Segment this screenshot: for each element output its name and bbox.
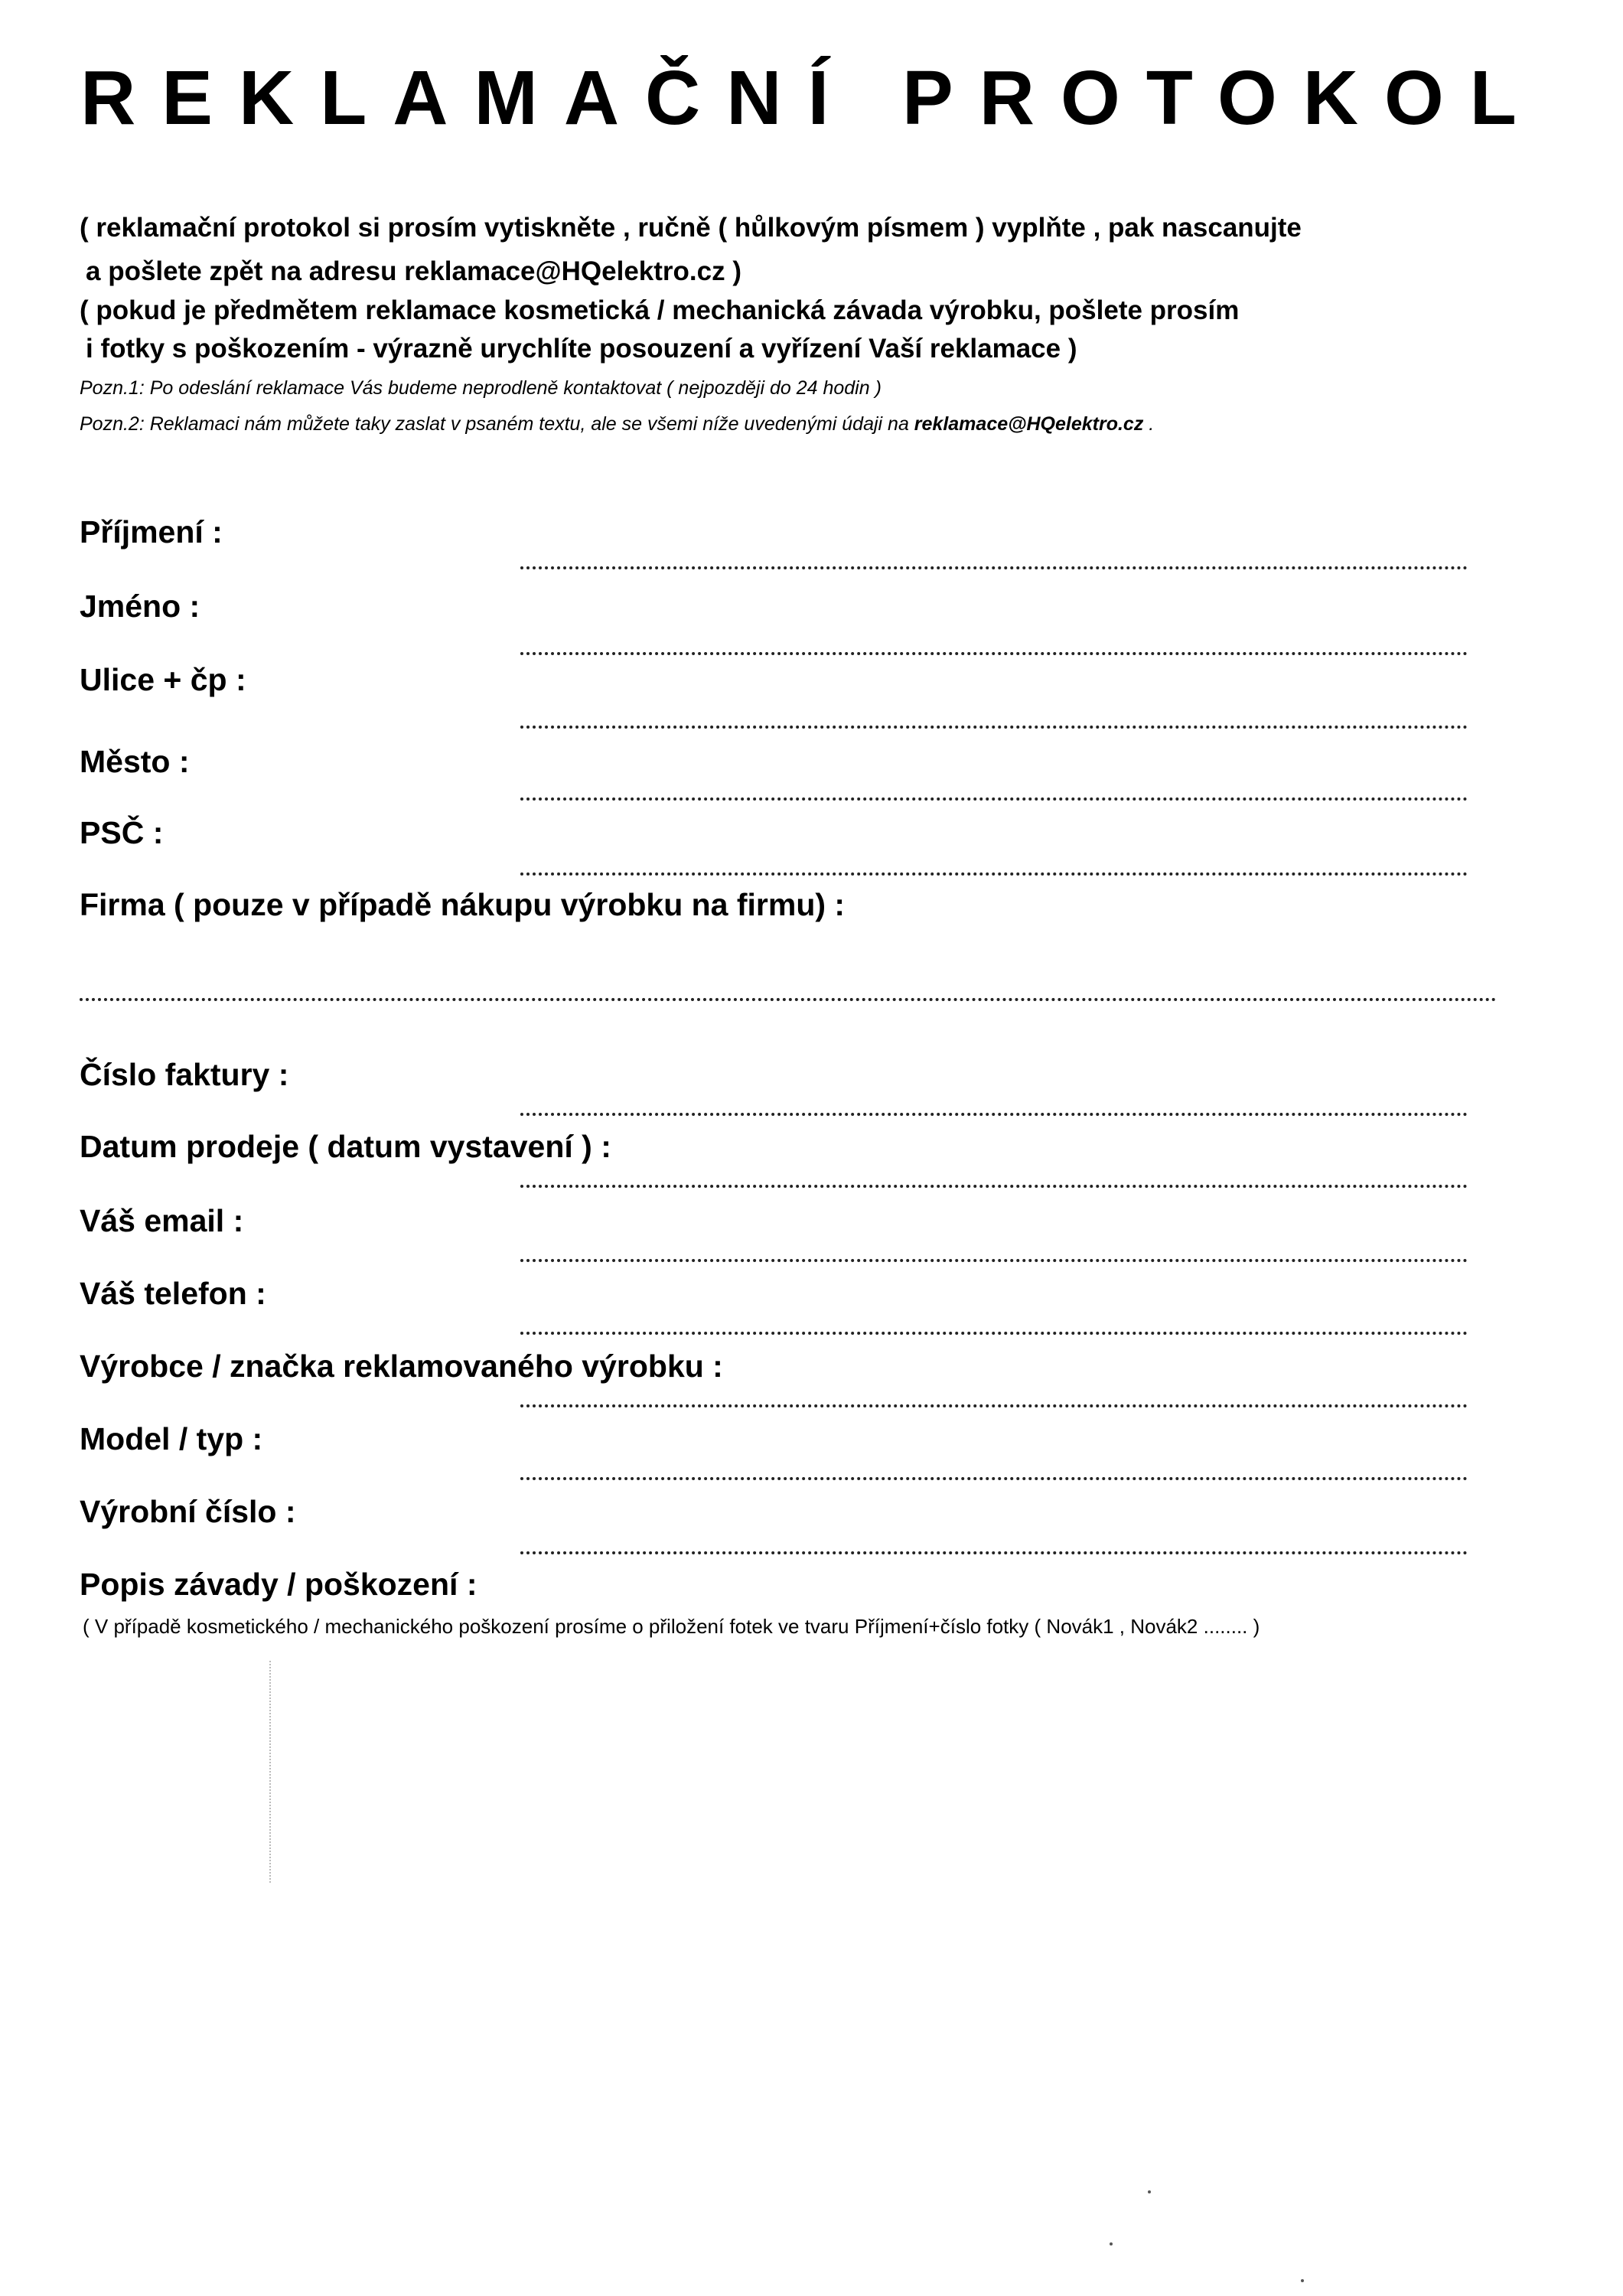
phone-label: Váš telefon : <box>80 1276 266 1311</box>
defect-note: ( V případě kosmetického / mechanického poškození prosíme o přiložení fotek ve tvaru Příjmení+číslo fotky ( Novák1 , Novák2 ........ ) <box>83 1615 1260 1638</box>
sale-date-label: Datum prodeje ( datum vystavení ) : <box>80 1129 611 1164</box>
surname-label: Příjmení : <box>80 514 223 550</box>
note-1: Pozn.1: Po odeslání reklamace Vás budeme neprodleně kontaktovat ( nejpozději do 24 hodin ) <box>80 377 882 399</box>
scan-speck <box>1110 2242 1113 2245</box>
note-2-email: reklamace@HQelektro.cz <box>914 413 1144 435</box>
note-2-text: Pozn.2: Reklamaci nám můžete taky zaslat v psaném textu, ale se všemi níže uvedenými údaji na <box>80 413 914 435</box>
invoice-field[interactable] <box>520 1113 1468 1116</box>
manufacturer-label: Výrobce / značka reklamovaného výrobku : <box>80 1349 723 1384</box>
note-2 <box>80 415 1154 434</box>
model-label: Model / typ : <box>80 1421 263 1456</box>
manufacturer-field[interactable] <box>520 1404 1468 1407</box>
city-label: Město : <box>80 744 190 779</box>
intro-line-3: ( pokud je předmětem reklamace kosmetická / mechanická závada výrobku, pošlete prosím <box>80 295 1240 325</box>
scan-speck <box>1301 2279 1304 2282</box>
street-label: Ulice + čp : <box>80 662 246 697</box>
intro-line-2: a pošlete zpět na adresu reklamace@HQelektro.cz ) <box>86 256 741 286</box>
intro-line-1: ( reklamační protokol si prosím vytiskněte , ručně ( hůlkovým písmem ) vyplňte , pak nascanujte <box>80 213 1302 243</box>
email-field[interactable] <box>520 1259 1468 1262</box>
phone-field[interactable] <box>520 1332 1468 1335</box>
first-name-field[interactable] <box>520 652 1468 655</box>
company-label: Firma ( pouze v případě nákupu výrobku na firmu) : <box>80 887 846 922</box>
first-name-label: Jméno : <box>80 589 200 624</box>
street-field[interactable] <box>520 726 1468 729</box>
zip-field[interactable] <box>520 872 1468 876</box>
city-field[interactable] <box>520 797 1468 801</box>
intro-line-4: i fotky s poškozením - výrazně urychlíte posouzení a vyřízení Vaší reklamace ) <box>86 334 1077 364</box>
form-title: REKLAMAČNÍ PROTOKOL <box>80 55 1543 141</box>
company-field[interactable] <box>80 998 1497 1001</box>
sale-date-field[interactable] <box>520 1185 1468 1188</box>
surname-field[interactable] <box>520 566 1468 569</box>
note-2-end: . <box>1143 413 1155 435</box>
zip-label: PSČ : <box>80 815 164 850</box>
serial-label: Výrobní číslo : <box>80 1494 296 1529</box>
defect-label: Popis závady / poškození : <box>80 1567 477 1602</box>
invoice-label: Číslo faktury : <box>80 1057 289 1092</box>
scan-fold-line <box>269 1661 271 1883</box>
email-label: Váš email : <box>80 1203 244 1238</box>
scan-speck <box>1148 2190 1151 2193</box>
serial-field[interactable] <box>520 1551 1468 1554</box>
model-field[interactable] <box>520 1477 1468 1480</box>
